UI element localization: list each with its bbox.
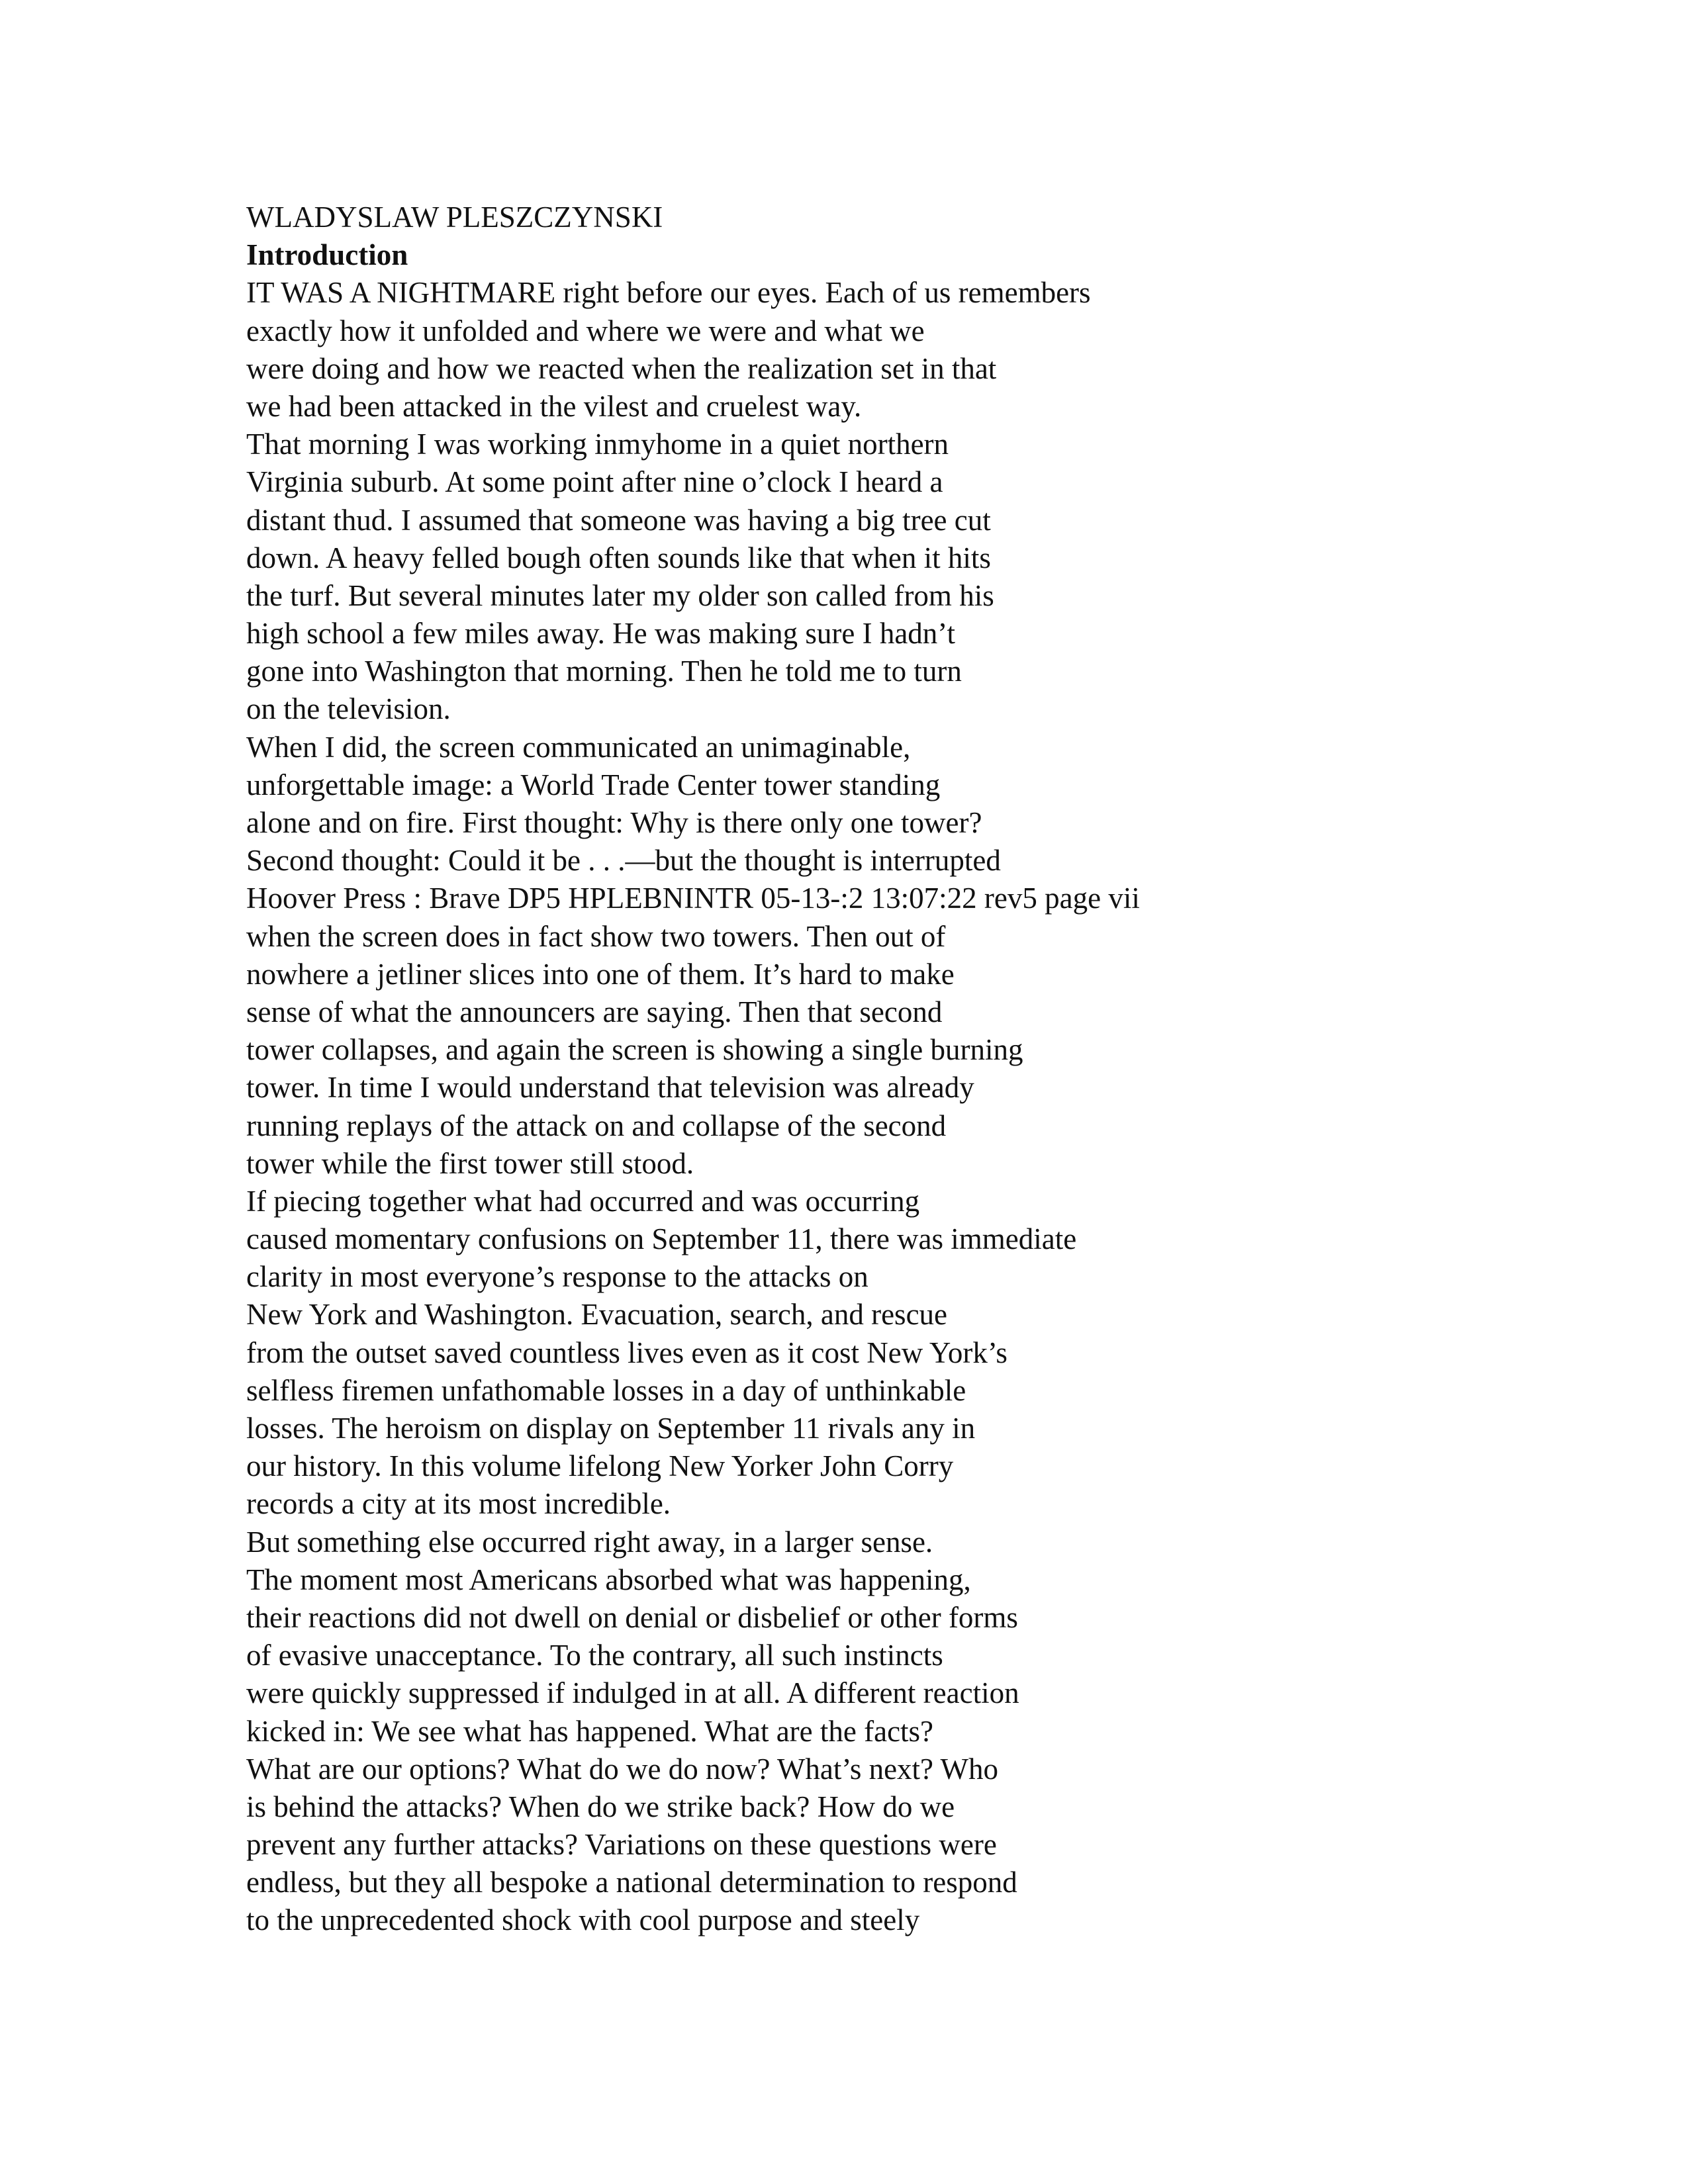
- text-line: of evasive unacceptance. To the contrary, all such instincts: [246, 1639, 943, 1672]
- text-line: is behind the attacks? When do we strike back? How do we: [246, 1790, 955, 1823]
- text-line: If piecing together what had occurred and was occurring: [246, 1184, 920, 1218]
- text-line: high school a few miles away. He was making sure I hadn’t: [246, 617, 955, 651]
- section-heading: Introduction: [246, 238, 408, 272]
- text-line: were quickly suppressed if indulged in at all. A different reaction: [246, 1676, 1019, 1710]
- text-line: exactly how it unfolded and where we were and what we: [246, 314, 925, 347]
- text-line: were doing and how we reacted when the realization set in that: [246, 351, 997, 385]
- text-line: distant thud. I assumed that someone was having a big tree cut: [246, 503, 991, 537]
- text-line: unforgettable image: a World Trade Center tower standing: [246, 768, 941, 801]
- text-line: nowhere a jetliner slices into one of them. It’s hard to make: [246, 957, 955, 991]
- text-line: clarity in most everyone’s response to the attacks on: [246, 1260, 868, 1294]
- text-line: tower while the first tower still stood.: [246, 1146, 694, 1180]
- text-line: endless, but they all bespoke a national determination to respond: [246, 1866, 1017, 1899]
- text-line: gone into Washington that morning. Then he told me to turn: [246, 655, 962, 688]
- author-name: WLADYSLAW PLESZCZYNSKI: [246, 201, 663, 234]
- text-line: The moment most Americans absorbed what was happening,: [246, 1563, 971, 1596]
- text-line: What are our options? What do we do now? What’s next? Who: [246, 1752, 998, 1786]
- text-line: alone and on fire. First thought: Why is there only one tower?: [246, 806, 982, 839]
- text-line: the turf. But several minutes later my older son called from his: [246, 578, 994, 612]
- text-line: our history. In this volume lifelong New Yorker John Corry: [246, 1449, 954, 1483]
- text-line: That morning I was working inmyhome in a quiet northern: [246, 428, 949, 461]
- text-line: their reactions did not dwell on denial or disbelief or other forms: [246, 1600, 1018, 1634]
- text-line: tower. In time I would understand that television was already: [246, 1071, 974, 1105]
- text-line: on the television.: [246, 692, 451, 726]
- text-line: we had been attacked in the vilest and cruelest way.: [246, 389, 862, 423]
- text-line: running replays of the attack on and collapse of the second: [246, 1109, 947, 1142]
- text-line: New York and Washington. Evacuation, search, and rescue: [246, 1298, 948, 1332]
- text-line: records a city at its most incredible.: [246, 1487, 671, 1521]
- text-line: IT WAS A NIGHTMARE right before our eyes. Each of us remembers: [246, 276, 1091, 310]
- text-line: prevent any further attacks? Variations on these questions were: [246, 1828, 997, 1862]
- text-line: Virginia suburb. At some point after nine o’clock I heard a: [246, 465, 943, 499]
- text-line: losses. The heroism on display on September 11 rivals any in: [246, 1412, 976, 1445]
- text-line: But something else occurred right away, in a larger sense.: [246, 1525, 933, 1559]
- text-line: kicked in: We see what has happened. What are the facts?: [246, 1714, 934, 1748]
- text-line: Second thought: Could it be . . .—but the thought is interrupted: [246, 844, 1001, 878]
- text-line: to the unprecedented shock with cool purpose and steely: [246, 1903, 920, 1937]
- text-line: tower collapses, and again the screen is showing a single burning: [246, 1033, 1023, 1067]
- text-line: when the screen does in fact show two towers. Then out of: [246, 919, 946, 953]
- text-line: down. A heavy felled bough often sounds like that when it hits: [246, 541, 991, 574]
- text-line: from the outset saved countless lives even as it cost New York’s: [246, 1336, 1008, 1369]
- running-header: Hoover Press : Brave DP5 HPLEBNINTR 05-13-:2 13:07:22 rev5 page vii: [246, 882, 1140, 915]
- text-line: When I did, the screen communicated an unimaginable,: [246, 730, 911, 764]
- text-line: caused momentary confusions on September 11, there was immediate: [246, 1222, 1077, 1256]
- text-line: selfless firemen unfathomable losses in a day of unthinkable: [246, 1373, 966, 1407]
- document-text: [246, 199, 1570, 1940]
- text-line: sense of what the announcers are saying. Then that second: [246, 995, 943, 1028]
